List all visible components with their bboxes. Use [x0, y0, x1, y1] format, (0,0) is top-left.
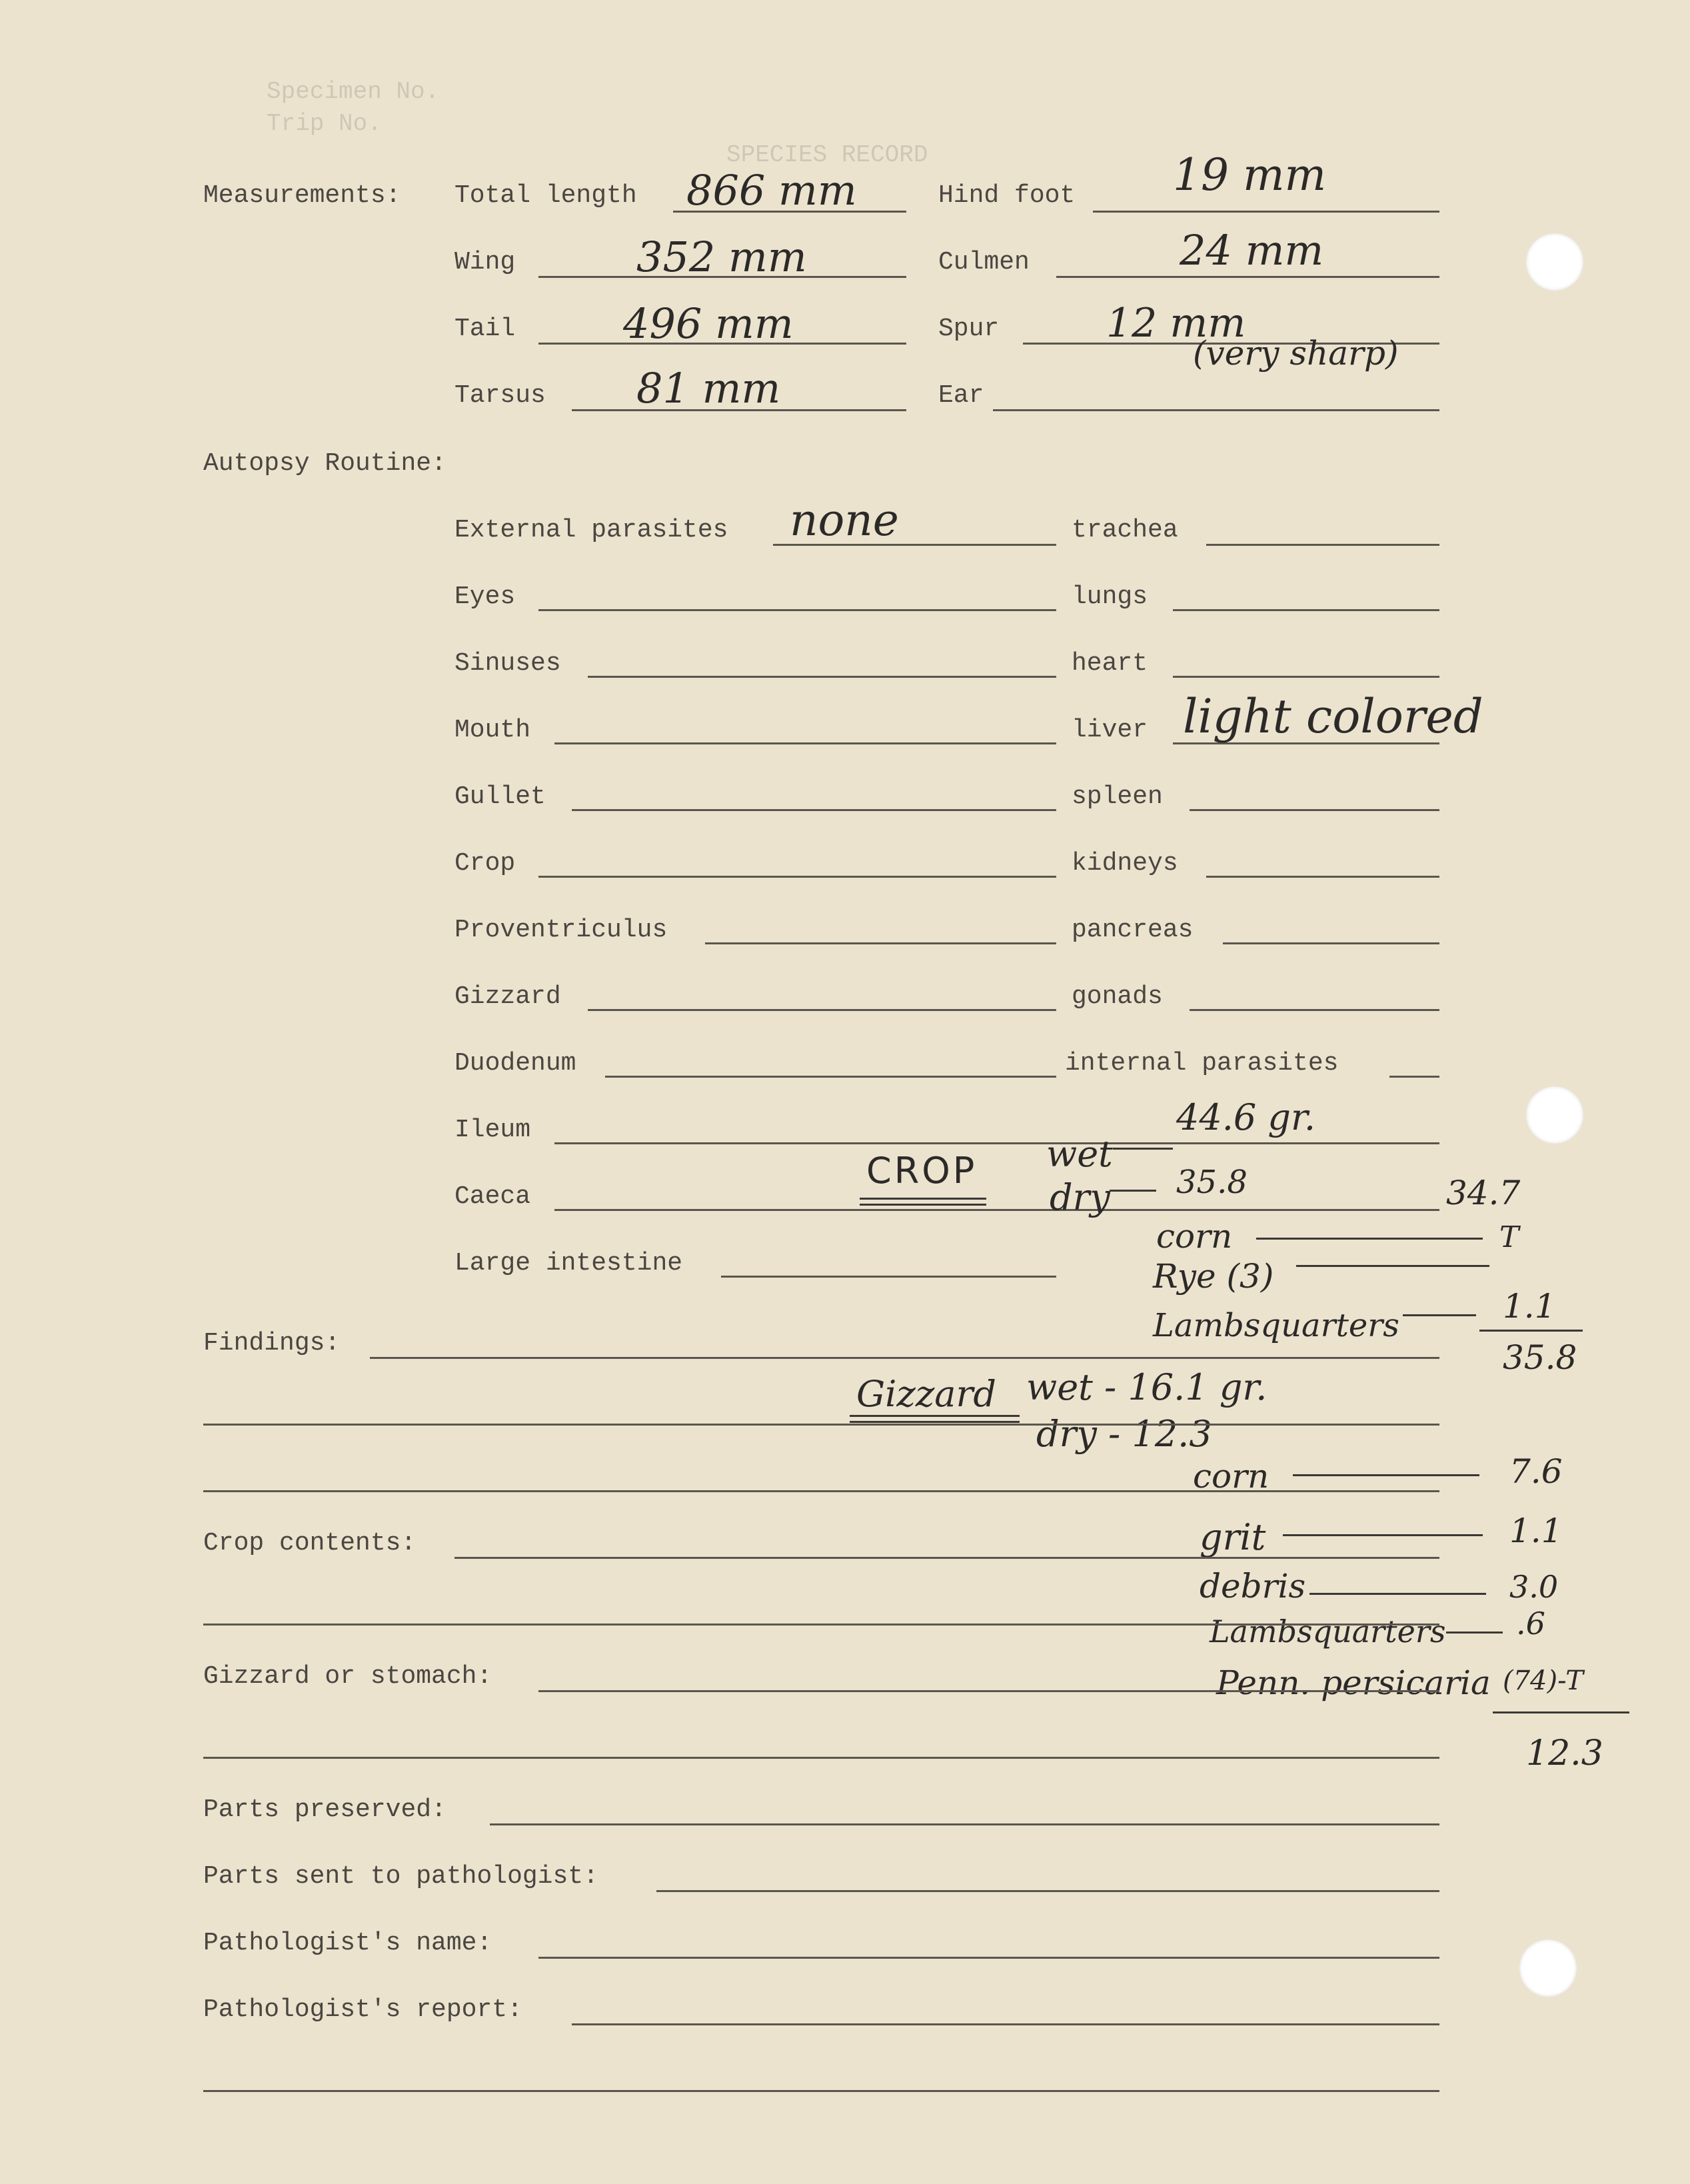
ghost-species-record: SPECIES RECORD: [726, 141, 928, 169]
parts-preserved-label: Parts preserved:: [203, 1795, 446, 1824]
gizzard-title-underline-1: [850, 1415, 1020, 1417]
kidneys-line: [1206, 876, 1439, 878]
gizzard-debris: debris: [1200, 1567, 1306, 1606]
autopsy-routine-label: Autopsy Routine:: [203, 449, 446, 478]
spur-value: 12 mm: [1106, 300, 1246, 347]
crop-total: 35.8: [1503, 1338, 1577, 1377]
gizzard-line: [588, 1009, 1056, 1011]
crop-wet-dash: [1113, 1148, 1173, 1150]
gizzard-or-stomach-line-1: [538, 1690, 1439, 1692]
gizzard-penn: Penn. persicaria: [1216, 1663, 1491, 1702]
measurements-label: Measurements:: [203, 181, 401, 210]
punch-hole-top: [1526, 233, 1583, 291]
findings-label: Findings:: [203, 1329, 341, 1358]
crop-label: Crop: [454, 849, 516, 878]
eyes-line: [538, 609, 1056, 611]
spur-label: Spur: [938, 315, 1000, 343]
sinuses-line: [588, 676, 1056, 678]
ear-label: Ear: [938, 381, 984, 410]
hind-foot-value: 19 mm: [1173, 149, 1327, 201]
gizzard-title-underline-2: [850, 1421, 1020, 1423]
hind-foot-label: Hind foot: [938, 181, 1076, 210]
gizzard-debris-value: 3.0: [1509, 1569, 1559, 1605]
proventriculus-label: Proventriculus: [454, 916, 668, 944]
crop-lambsquarters-line: [1403, 1314, 1476, 1316]
gullet-label: Gullet: [454, 782, 546, 811]
crop-contents-line-1: [454, 1557, 1439, 1559]
gizzard-lambsquarters-value: .6: [1516, 1606, 1545, 1641]
external-parasites-value: none: [790, 495, 899, 546]
crop-notes-title: CROP: [866, 1150, 978, 1192]
sinuses-label: Sinuses: [454, 649, 561, 678]
ileum-line: [554, 1142, 1439, 1144]
liver-label: liver: [1072, 716, 1148, 744]
spleen-label: spleen: [1072, 782, 1163, 811]
crop-rye-line: [1296, 1265, 1489, 1267]
pathologist-name-label: Pathologist's name:: [203, 1929, 492, 1957]
gonads-label: gonads: [1072, 982, 1163, 1011]
tail-label: Tail: [454, 315, 516, 343]
lungs-line: [1173, 609, 1439, 611]
gizzard-dry: dry - 12.3: [1036, 1413, 1212, 1455]
proventriculus-line: [705, 942, 1056, 944]
gizzard-or-stomach-line-2: [203, 1757, 1439, 1759]
pancreas-line: [1223, 942, 1439, 944]
culmen-label: Culmen: [938, 248, 1030, 277]
duodenum-label: Duodenum: [454, 1049, 576, 1078]
crop-title-underline-2: [860, 1204, 986, 1206]
ear-line: [993, 409, 1439, 411]
hind-foot-line: [1093, 211, 1439, 213]
crop-title-underline-1: [860, 1198, 986, 1200]
gizzard-penn-value: (74)-T: [1503, 1665, 1583, 1696]
liver-value: light colored: [1183, 689, 1483, 744]
crop-corn-value: T: [1499, 1220, 1519, 1254]
internal-parasites-label: internal parasites: [1065, 1049, 1339, 1078]
gizzard-corn-value: 7.6: [1509, 1452, 1563, 1491]
trachea-label: trachea: [1072, 516, 1178, 545]
punch-hole-bottom: [1519, 1939, 1577, 1997]
crop-line: [538, 876, 1056, 878]
caeca-label: Caeca: [454, 1182, 531, 1211]
large-intestine-label: Large intestine: [454, 1249, 683, 1278]
gizzard-label: Gizzard: [454, 982, 561, 1011]
large-intestine-line: [721, 1276, 1056, 1278]
findings-line-3: [203, 1490, 1439, 1492]
pathologist-name-line: [538, 1957, 1439, 1959]
tarsus-value: 81 mm: [636, 364, 781, 413]
gizzard-grit-value: 1.1: [1509, 1512, 1563, 1550]
mouth-line: [554, 742, 1056, 744]
gizzard-grit-line: [1283, 1534, 1483, 1536]
pancreas-label: pancreas: [1072, 916, 1194, 944]
total-length-label: Total length: [454, 181, 637, 210]
lungs-label: lungs: [1072, 582, 1148, 611]
wing-value: 352 mm: [636, 233, 807, 281]
caeca-line: [554, 1209, 1439, 1211]
crop-contents-label: Crop contents:: [203, 1529, 417, 1558]
total-length-value: 866 mm: [686, 166, 857, 215]
culmen-line: [1056, 276, 1439, 278]
gizzard-debris-line: [1309, 1593, 1486, 1595]
tail-value: 496 mm: [623, 299, 794, 348]
crop-corn-line: [1256, 1238, 1483, 1240]
parts-preserved-line: [490, 1823, 1439, 1825]
tarsus-label: Tarsus: [454, 381, 546, 410]
pathologist-report-label: Pathologist's report:: [203, 1995, 522, 2024]
crop-dry-value: 35.8: [1176, 1164, 1248, 1201]
crop-dry-label: dry: [1050, 1176, 1110, 1218]
mouth-label: Mouth: [454, 716, 531, 744]
crop-wet-label: wet: [1046, 1133, 1113, 1175]
gizzard-corn: corn: [1193, 1457, 1269, 1496]
spur-note: (very sharp): [1193, 334, 1399, 373]
wing-label: Wing: [454, 248, 516, 277]
internal-parasites-line: [1389, 1076, 1439, 1078]
pathologist-report-line-2: [203, 2090, 1439, 2092]
crop-contents-line-2: [203, 1624, 1439, 1626]
crop-wet-value: 44.6 gr.: [1176, 1096, 1316, 1138]
heart-label: heart: [1072, 649, 1148, 678]
punch-hole-middle: [1526, 1086, 1583, 1144]
gizzard-sum-rule: [1493, 1711, 1629, 1713]
gullet-line: [572, 809, 1056, 811]
gonads-line: [1190, 1009, 1439, 1011]
kidneys-label: kidneys: [1072, 849, 1178, 878]
crop-rye: Rye (3): [1153, 1257, 1274, 1296]
gizzard-notes-title: Gizzard: [856, 1373, 996, 1415]
culmen-value: 24 mm: [1180, 226, 1324, 275]
trachea-line: [1206, 544, 1439, 546]
gizzard-grit: grit: [1200, 1516, 1266, 1558]
crop-corn: corn: [1156, 1217, 1233, 1256]
duodenum-line: [605, 1076, 1056, 1078]
findings-line-2: [203, 1424, 1439, 1426]
eyes-label: Eyes: [454, 582, 516, 611]
crop-sum-rule: [1479, 1330, 1583, 1332]
ghost-specimen-no: Specimen No.: [267, 78, 440, 105]
parts-sent-line: [656, 1890, 1439, 1892]
gizzard-or-stomach-label: Gizzard or stomach:: [203, 1662, 492, 1691]
gizzard-lambsquarters: Lambsquarters: [1210, 1614, 1446, 1649]
crop-lambsquarters: Lambsquarters: [1153, 1307, 1399, 1344]
crop-sum-top: 34.7: [1446, 1174, 1521, 1212]
ileum-label: Ileum: [454, 1116, 531, 1144]
crop-lambsquarters-value: 1.1: [1503, 1287, 1556, 1326]
external-parasites-label: External parasites: [454, 516, 728, 545]
spleen-line: [1190, 809, 1439, 811]
parts-sent-label: Parts sent to pathologist:: [203, 1862, 598, 1891]
findings-line-1: [370, 1357, 1439, 1359]
gizzard-lambsquarters-line: [1446, 1632, 1503, 1634]
crop-dry-dash: [1110, 1190, 1156, 1192]
pathologist-report-line-1: [572, 2023, 1439, 2025]
gizzard-corn-line: [1293, 1474, 1479, 1476]
gizzard-wet: wet - 16.1 gr.: [1026, 1366, 1268, 1408]
ghost-trip-no: Trip No.: [267, 110, 382, 137]
gizzard-total: 12.3: [1526, 1733, 1603, 1773]
heart-line: [1173, 676, 1439, 678]
